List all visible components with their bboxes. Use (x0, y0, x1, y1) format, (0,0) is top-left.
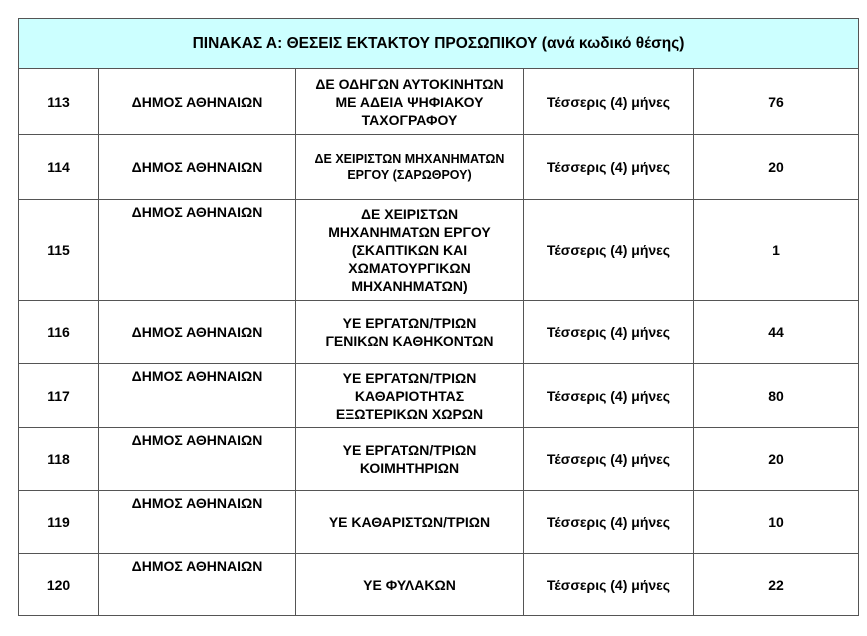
table-row (19, 428, 859, 491)
specialty-line: ΚΑΘΑΡΙΟΤΗΤΑΣ (354, 387, 465, 404)
position-code: 115 (19, 200, 99, 301)
organization: ΔΗΜΟΣ ΑΘΗΝΑΙΩΝ (99, 364, 296, 428)
specialty-line: ΥΕ ΕΡΓΑΤΩΝ/ΤΡΙΩΝ (342, 442, 477, 458)
specialty-line: ΔΕ ΧΕΙΡΙΣΤΩΝ ΜΗΧΑΝΗΜΑΤΩΝ (314, 152, 505, 166)
specialty-line: ΚΟΙΜΗΤΗΡΙΩΝ (359, 460, 460, 476)
specialty-line: ΕΡΓΟΥ (ΣΑΡΩΘΡΟΥ) (347, 168, 472, 182)
specialty-line: ΥΕ ΦΥΛΑΚΩΝ (363, 576, 456, 593)
specialty-line: ΓΕΝΙΚΩΝ ΚΑΘΗΚΟΝΤΩΝ (325, 333, 494, 349)
duration: Τέσσερις (4) μήνες (524, 135, 694, 200)
table-row (19, 364, 859, 428)
specialty (296, 135, 524, 200)
specialty-line: ΔΕ ΧΕΙΡΙΣΤΩΝ (360, 206, 459, 222)
specialty-line: ΕΞΩΤΕΡΙΚΩΝ ΧΩΡΩΝ (335, 405, 484, 422)
organization: ΔΗΜΟΣ ΑΘΗΝΑΙΩΝ (99, 200, 296, 301)
specialty-line: (ΣΚΑΠΤΙΚΩΝ ΚΑΙ (351, 242, 468, 258)
table-row (19, 491, 859, 554)
specialty (296, 301, 524, 364)
table-title: ΠΙΝΑΚΑΣ Α: ΘΕΣΕΙΣ ΕΚΤΑΚΤΟΥ ΠΡΟΣΩΠΙΚΟΥ (ανά κωδικό θέσης) (19, 19, 859, 69)
position-code: 117 (19, 364, 99, 428)
specialty (296, 200, 524, 301)
position-code: 116 (19, 301, 99, 364)
duration: Τέσσερις (4) μήνες (524, 69, 694, 135)
position-code: 113 (19, 69, 99, 135)
table-row (19, 200, 859, 301)
positions-count: 76 (694, 69, 859, 135)
table-row (19, 135, 859, 200)
specialty-line: ΔΕ ΟΔΗΓΩΝ ΑΥΤΟΚΙΝΗΤΩΝ (315, 75, 504, 92)
specialty-line: ΧΩΜΑΤΟΥΡΓΙΚΩΝ (348, 260, 471, 276)
position-code: 118 (19, 428, 99, 491)
positions-count: 20 (694, 428, 859, 491)
position-code: 114 (19, 135, 99, 200)
specialty-line: ΥΕ ΚΑΘΑΡΙΣΤΩΝ/ΤΡΙΩΝ (328, 514, 491, 530)
specialty (296, 69, 524, 135)
duration: Τέσσερις (4) μήνες (524, 491, 694, 554)
duration: Τέσσερις (4) μήνες (524, 554, 694, 616)
positions-count: 1 (694, 200, 859, 301)
specialty (296, 364, 524, 428)
specialty-line: ΥΕ ΕΡΓΑΤΩΝ/ΤΡΙΩΝ (342, 315, 477, 331)
position-code: 120 (19, 554, 99, 616)
position-code: 119 (19, 491, 99, 554)
organization: ΔΗΜΟΣ ΑΘΗΝΑΙΩΝ (99, 428, 296, 491)
specialty-line: ΜΗΧΑΝΗΜΑΤΩΝ ΕΡΓΟΥ (328, 224, 491, 240)
positions-count: 22 (694, 554, 859, 616)
duration: Τέσσερις (4) μήνες (524, 428, 694, 491)
specialty-line: ΜΕ ΑΔΕΙΑ ΨΗΦΙΑΚΟΥ (335, 93, 484, 110)
duration: Τέσσερις (4) μήνες (524, 364, 694, 428)
positions-count: 80 (694, 364, 859, 428)
organization: ΔΗΜΟΣ ΑΘΗΝΑΙΩΝ (99, 135, 296, 200)
title-row (19, 19, 859, 69)
specialty-line: ΥΕ ΕΡΓΑΤΩΝ/ΤΡΙΩΝ (342, 369, 477, 386)
specialty (296, 491, 524, 554)
positions-count: 20 (694, 135, 859, 200)
positions-count: 44 (694, 301, 859, 364)
organization: ΔΗΜΟΣ ΑΘΗΝΑΙΩΝ (99, 491, 296, 554)
table-row (19, 69, 859, 135)
duration: Τέσσερις (4) μήνες (524, 301, 694, 364)
specialty-line: ΜΗΧΑΝΗΜΑΤΩΝ) (351, 278, 468, 294)
table-row (19, 301, 859, 364)
organization: ΔΗΜΟΣ ΑΘΗΝΑΙΩΝ (99, 554, 296, 616)
organization: ΔΗΜΟΣ ΑΘΗΝΑΙΩΝ (99, 69, 296, 135)
positions-count: 10 (694, 491, 859, 554)
table-row (19, 554, 859, 616)
organization: ΔΗΜΟΣ ΑΘΗΝΑΙΩΝ (99, 301, 296, 364)
specialty-line: ΤΑΧΟΓΡΑΦΟΥ (361, 111, 458, 128)
duration: Τέσσερις (4) μήνες (524, 200, 694, 301)
specialty (296, 554, 524, 616)
positions-table (18, 18, 859, 616)
specialty (296, 428, 524, 491)
